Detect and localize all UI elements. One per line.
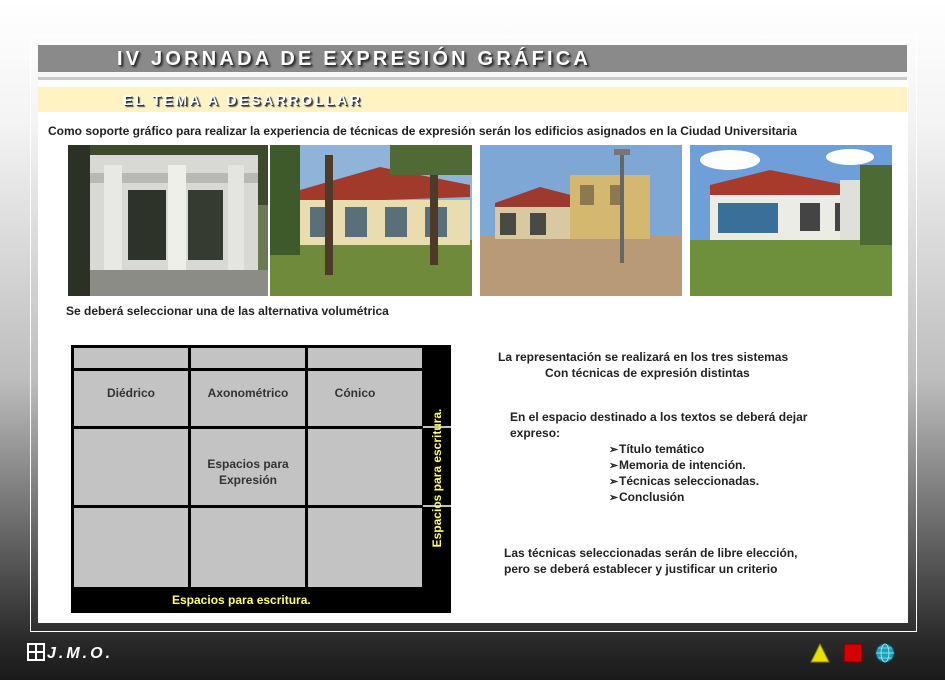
header-conico: Cónico <box>334 386 376 400</box>
arrow-bullet-icon: ➢ <box>609 476 619 488</box>
section-title: EL TEMA A DESARROLLAR <box>123 92 363 108</box>
space-text-line2: expreso: <box>510 426 561 440</box>
techniques-line1: Las técnicas seleccionadas serán de libre elección, <box>504 546 798 560</box>
select-text: Se deberá seleccionar una de las alternativa volumétrica <box>66 304 389 318</box>
space-text-line1: En el espacio destinado a los textos se deberá dejar <box>510 410 808 424</box>
square-icon[interactable] <box>843 643 863 663</box>
techniques-line2: pero se deberá establecer y justificar un criterio <box>504 562 778 576</box>
grid-cell-bottom-right <box>308 508 422 587</box>
globe-icon[interactable] <box>875 643 895 663</box>
list-item: ➢Conclusión <box>609 490 685 504</box>
bottom-writing-label: Espacios para escritura. <box>172 593 311 607</box>
arrow-bullet-icon: ➢ <box>609 444 619 456</box>
building-photo-3 <box>480 145 682 296</box>
building-photo-1 <box>68 145 268 296</box>
grid-cell-conico <box>308 371 422 426</box>
triangle-icon[interactable] <box>810 643 830 663</box>
header-diedrico: Diédrico <box>106 386 155 400</box>
grid-cell-middle-left <box>74 429 188 505</box>
grid-cell-top-center <box>191 348 305 368</box>
building-photo-2 <box>270 145 472 296</box>
grid-cell-bottom-left <box>74 508 188 587</box>
page-title: IV JORNADA DE EXPRESIÓN GRÁFICA <box>117 48 592 70</box>
title-divider <box>38 77 907 80</box>
arrow-bullet-icon: ➢ <box>609 492 619 504</box>
arrow-bullet-icon: ➢ <box>609 460 619 472</box>
grid-cell-top-left <box>74 348 188 368</box>
jmo-logo-icon <box>27 643 47 665</box>
grid-cell-middle-right <box>308 429 422 505</box>
expression-label-line1: Espacios para <box>207 457 289 471</box>
list-item: ➢Título temático <box>609 442 705 456</box>
side-writing-label: Espacios para escritura. <box>430 408 444 548</box>
layout-grid <box>71 345 451 613</box>
building-photo-4 <box>690 145 892 296</box>
grid-cell-expression <box>191 429 305 505</box>
list-item: ➢Memoria de intención. <box>609 458 746 472</box>
list-item: ➢Técnicas seleccionadas. <box>609 474 760 488</box>
expression-label-line2: Expresión <box>218 473 278 487</box>
intro-text: Como soporte gráfico para realizar la experiencia de técnicas de expresión serán los edificios asignados en la Ciudad Universitaria <box>48 124 797 138</box>
grid-cell-bottom-center <box>191 508 305 587</box>
grid-cell-diedrico <box>74 371 188 426</box>
grid-cell-top-right <box>308 348 422 368</box>
representation-line2: Con técnicas de expresión distintas <box>545 366 750 380</box>
header-axonometrico: Axonométrico <box>207 386 289 400</box>
logo-text: J.M.O. <box>47 645 114 662</box>
representation-line1: La representación se realizará en los tres sistemas <box>498 350 789 364</box>
